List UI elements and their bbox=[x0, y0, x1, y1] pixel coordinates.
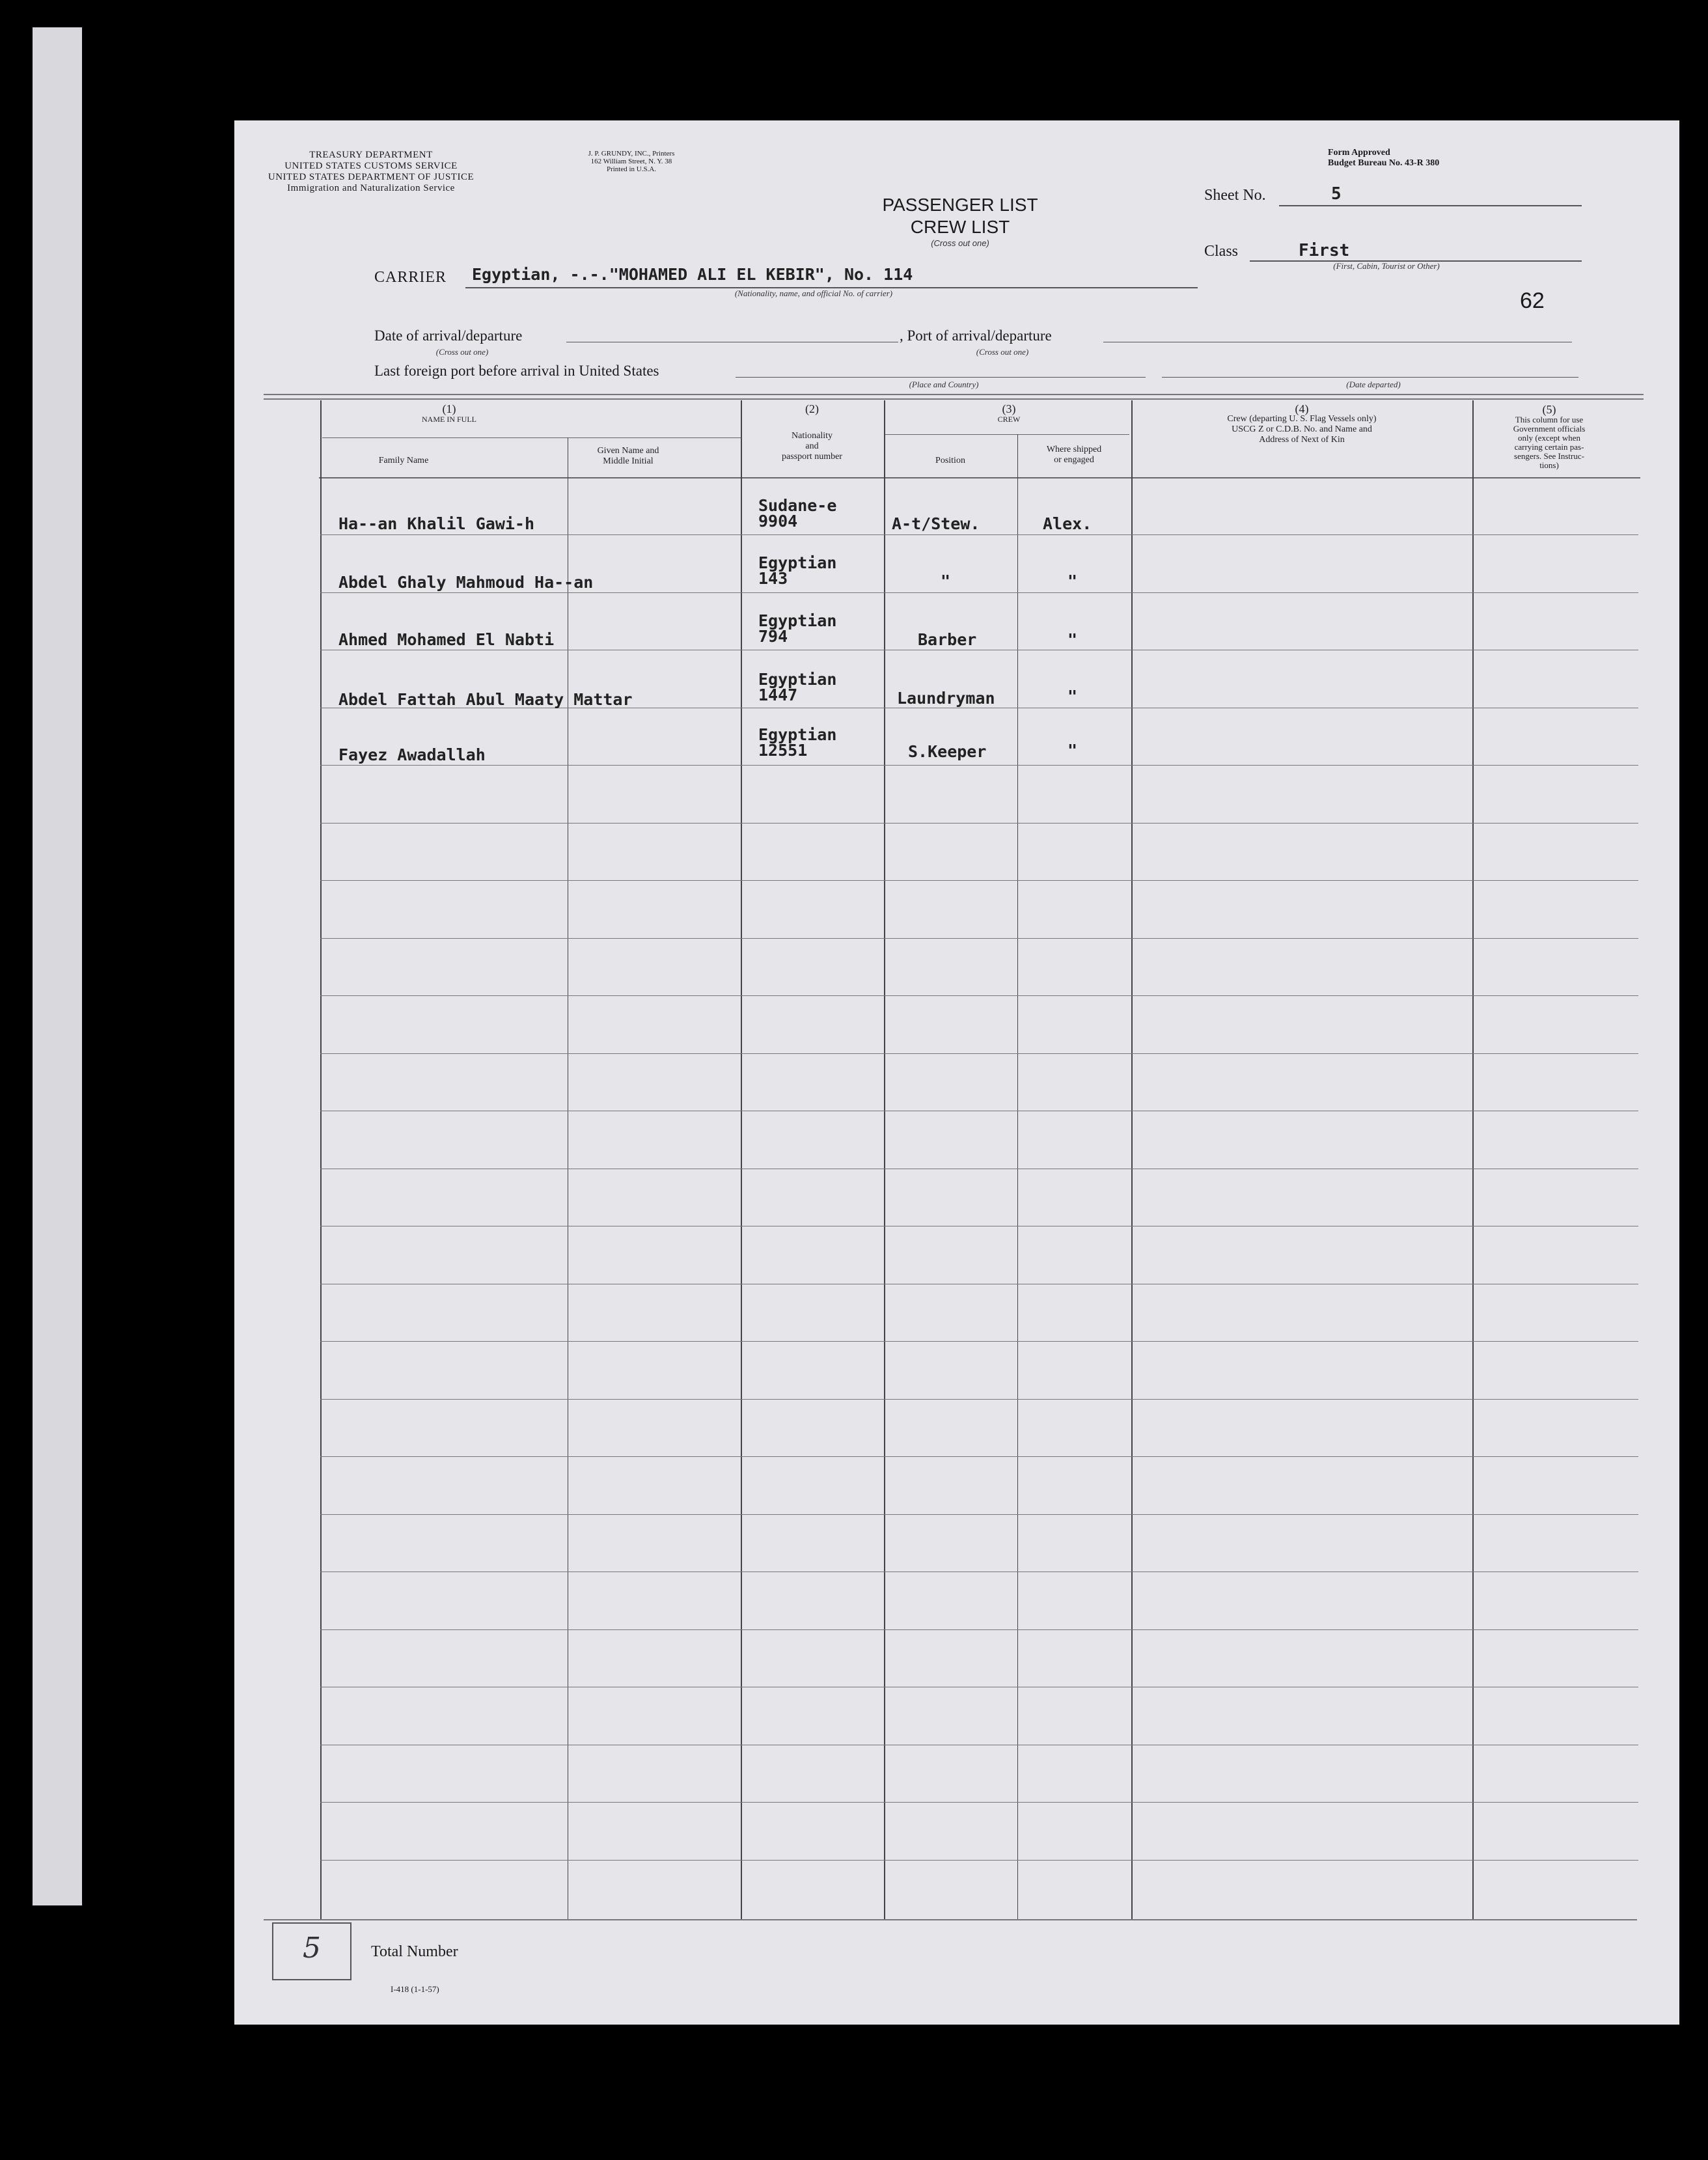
carrier-note: (Nationality, name, and official No. of carrier) bbox=[734, 288, 893, 298]
col5-line: only (except when bbox=[1517, 433, 1581, 443]
col3a-header: Position bbox=[935, 456, 965, 465]
row-passport: 794 bbox=[758, 627, 788, 646]
class-field bbox=[1250, 241, 1582, 262]
col-divider bbox=[1017, 434, 1018, 1920]
row-position: " bbox=[941, 572, 951, 590]
row-rule bbox=[320, 823, 1638, 824]
row-shipped: " bbox=[1068, 630, 1078, 649]
date-note: (Cross out one) bbox=[435, 347, 489, 357]
row-rule bbox=[320, 1341, 1638, 1342]
col3-number: (3) bbox=[1002, 402, 1016, 415]
printer-line: 162 William Street, N. Y. 38 bbox=[590, 158, 672, 165]
total-number-box bbox=[272, 1922, 351, 1980]
row-name: Fayez Awadallah bbox=[338, 745, 486, 764]
row-passport: 12551 bbox=[758, 741, 808, 760]
row-nationality-cell bbox=[758, 555, 836, 587]
col-divider bbox=[741, 400, 742, 1920]
row-rule bbox=[320, 995, 1638, 996]
col4-line: Address of Next of Kin bbox=[1259, 435, 1345, 445]
budget-bureau: Budget Bureau No. 43-R 380 bbox=[1328, 158, 1440, 168]
sheet-label: Sheet No. bbox=[1204, 187, 1266, 204]
col5-line: This column for use bbox=[1515, 415, 1584, 424]
col-divider bbox=[320, 400, 322, 1920]
col1-header bbox=[319, 404, 579, 424]
row-position: A-t/Stew. bbox=[892, 514, 980, 533]
agency-line: TREASURY DEPARTMENT bbox=[309, 150, 433, 160]
col1-number: (1) bbox=[442, 402, 456, 415]
col4-number: (4) bbox=[1295, 402, 1309, 415]
row-passport: 1447 bbox=[758, 685, 798, 704]
film-edge-strip bbox=[33, 27, 82, 1905]
row-nationality-cell bbox=[758, 498, 836, 529]
sheet-value: 5 bbox=[1331, 184, 1342, 204]
port-label: , Port of arrival/departure bbox=[900, 327, 1052, 344]
form-approved-block bbox=[1328, 148, 1439, 169]
row-rule bbox=[320, 765, 1638, 766]
col2-number: (2) bbox=[805, 402, 819, 415]
carrier-value: Egyptian, -.-."MOHAMED ALI EL KEBIR", No. 114 bbox=[472, 265, 913, 284]
row-position: Laundryman bbox=[897, 689, 995, 708]
col4-line: Crew (departing U. S. Flag Vessels only) bbox=[1227, 414, 1377, 424]
col3b-header bbox=[1019, 445, 1129, 465]
row-passport: 9904 bbox=[758, 512, 798, 531]
agency-line: Immigration and Naturalization Service bbox=[287, 183, 455, 193]
row-name: Abdel Ghaly Mahmoud Ha--an bbox=[338, 573, 594, 592]
last-port-field bbox=[736, 376, 1146, 378]
date-field bbox=[566, 340, 898, 342]
row-position: Barber bbox=[918, 630, 977, 649]
row-shipped: Alex. bbox=[1043, 514, 1092, 533]
row-nationality: Egyptian bbox=[758, 725, 837, 744]
col1b-header bbox=[570, 446, 687, 467]
col1-subrule bbox=[322, 437, 742, 438]
row-passport: 143 bbox=[758, 569, 788, 588]
row-rule bbox=[320, 1860, 1638, 1861]
row-name: Ha--an Khalil Gawi-h bbox=[338, 514, 535, 533]
col3-title: CREW bbox=[997, 415, 1021, 424]
col-divider bbox=[1131, 400, 1133, 1920]
col-divider bbox=[1472, 400, 1474, 1920]
place-note: (Place and Country) bbox=[909, 380, 979, 389]
agency-line: UNITED STATES DEPARTMENT OF JUSTICE bbox=[268, 172, 475, 182]
row-rule bbox=[320, 1802, 1638, 1803]
col5-line: carrying certain pas- bbox=[1514, 442, 1584, 452]
row-name: Abdel Fattah Abul Maaty Mattar bbox=[338, 690, 633, 709]
col-divider bbox=[884, 400, 885, 1920]
carrier-label: CARRIER bbox=[374, 269, 447, 286]
row-rule bbox=[320, 1514, 1638, 1515]
col2-line: passport number bbox=[782, 452, 842, 462]
table-bottom-rule bbox=[264, 1919, 1637, 1920]
date-label: Date of arrival/departure bbox=[374, 327, 523, 344]
row-rule bbox=[320, 938, 1638, 939]
row-nationality: Egyptian bbox=[758, 611, 837, 630]
form-approved: Form Approved bbox=[1328, 148, 1390, 158]
row-nationality-cell bbox=[758, 672, 836, 703]
form-title bbox=[820, 194, 1100, 248]
row-shipped: " bbox=[1068, 572, 1078, 590]
col3b-line: Where shipped bbox=[1046, 445, 1102, 454]
crew-list-form bbox=[234, 120, 1679, 2025]
col3-subrule bbox=[885, 434, 1129, 435]
page-number: 62 bbox=[1520, 288, 1545, 313]
class-note: (First, Cabin, Tourist or Other) bbox=[1333, 261, 1440, 271]
row-rule bbox=[320, 1456, 1638, 1457]
total-number-label: Total Number bbox=[371, 1943, 458, 1960]
agency-block bbox=[260, 150, 482, 194]
port-field bbox=[1103, 340, 1572, 342]
row-rule bbox=[320, 592, 1638, 593]
class-label: Class bbox=[1204, 243, 1239, 260]
row-nationality: Egyptian bbox=[758, 553, 837, 572]
row-nationality: Sudane-e bbox=[758, 496, 837, 515]
date-departed-note: (Date departed) bbox=[1346, 380, 1401, 389]
date-departed-field bbox=[1162, 376, 1578, 378]
col5-line: sengers. See Instruc- bbox=[1514, 451, 1584, 461]
table-top-rule bbox=[264, 398, 1644, 400]
row-rule bbox=[320, 534, 1638, 535]
row-name: Ahmed Mohamed El Nabti bbox=[338, 630, 555, 649]
col2-header bbox=[742, 404, 882, 462]
printer-block bbox=[560, 150, 703, 173]
title-note: (Cross out one) bbox=[931, 238, 989, 248]
col4-header bbox=[1133, 404, 1471, 445]
class-value: First bbox=[1299, 241, 1350, 260]
col1b-line: Middle Initial bbox=[603, 456, 654, 466]
col3-header bbox=[885, 404, 1133, 424]
carrier-field bbox=[465, 265, 1198, 288]
row-nationality-cell bbox=[758, 727, 836, 758]
row-position: S.Keeper bbox=[908, 742, 987, 761]
col4-line: USCG Z or C.D.B. No. and Name and bbox=[1232, 424, 1372, 434]
printer-line: J. P. GRUNDY, INC., Printers bbox=[588, 150, 675, 158]
col2-line: and bbox=[805, 441, 819, 451]
title-passenger-list: PASSENGER LIST bbox=[882, 195, 1038, 215]
col1b-line: Given Name and bbox=[597, 446, 659, 456]
row-rule bbox=[320, 880, 1638, 881]
printer-line: Printed in U.S.A. bbox=[606, 165, 657, 173]
port-note: (Cross out one) bbox=[976, 347, 1029, 357]
row-nationality-cell bbox=[758, 613, 836, 644]
row-rule bbox=[320, 1399, 1638, 1400]
col2-line: Nationality bbox=[792, 431, 833, 441]
col5-number: (5) bbox=[1542, 403, 1556, 416]
form-code: I-418 (1-1-57) bbox=[391, 1984, 439, 1994]
col1-title: NAME IN FULL bbox=[422, 415, 476, 424]
total-number-value: 5 bbox=[303, 1932, 321, 1965]
row-rule bbox=[320, 1629, 1638, 1630]
col1a-header: Family Name bbox=[378, 456, 429, 465]
row-shipped: " bbox=[1068, 687, 1078, 706]
col3b-line: or engaged bbox=[1054, 455, 1094, 465]
last-port-label: Last foreign port before arrival in United States bbox=[374, 363, 659, 379]
table-top-rule bbox=[264, 394, 1644, 395]
agency-line: UNITED STATES CUSTOMS SERVICE bbox=[284, 161, 458, 171]
col5-header bbox=[1474, 404, 1624, 470]
title-crew-list: CREW LIST bbox=[910, 217, 1010, 237]
sheet-field bbox=[1279, 184, 1582, 206]
row-rule bbox=[320, 1053, 1638, 1054]
row-nationality: Egyptian bbox=[758, 670, 837, 689]
col5-line: Government officials bbox=[1513, 424, 1586, 434]
col5-line: tions) bbox=[1539, 460, 1559, 470]
header-bottom-rule bbox=[319, 477, 1640, 478]
row-shipped: " bbox=[1068, 741, 1078, 760]
